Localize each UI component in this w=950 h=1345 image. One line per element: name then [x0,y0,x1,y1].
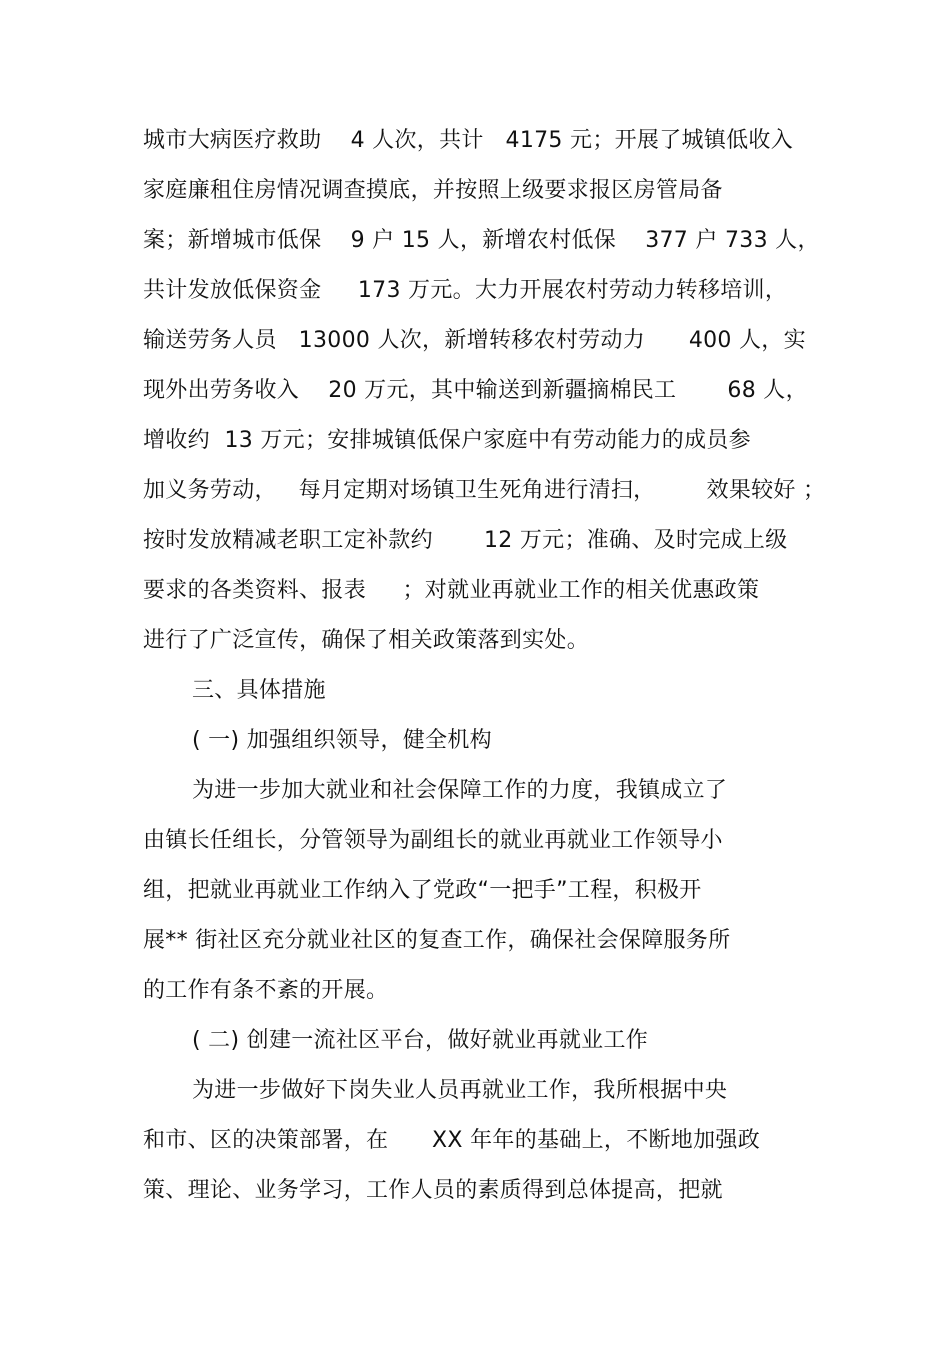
paragraph-line: 的工作有条不紊的开展。 [143,978,389,1003]
paragraph-line: 展** 街社区充分就业社区的复查工作，确保社会保障服务所 [143,928,731,953]
paragraph-line: 共计发放低保资金 173 万元。大力开展农村劳动力转移培训， [143,278,788,303]
paragraph-line: 和市、区的决策部署，在 XX 年年的基础上，不断地加强政 [143,1128,760,1153]
section-heading: 三、具体措施 [192,678,326,703]
paragraph-line: 现外出劳务收入 20 万元，其中输送到新疆摘棉民工 68 人， [143,378,808,403]
paragraph-line: 由镇长任组长，分管领导为副组长的就业再就业工作领导小 [143,828,723,853]
paragraph-line: 为进一步做好下岗失业人员再就业工作，我所根据中央 [192,1078,728,1103]
paragraph-line: 城市大病医疗救助 4 人次，共计 4175 元；开展了城镇低收入 [143,128,794,153]
paragraph-line: 为进一步加大就业和社会保障工作的力度，我镇成立了 [192,778,728,803]
paragraph-line: 进行了广泛宣传，确保了相关政策落到实处。 [143,628,590,653]
paragraph-line: 按时发放精减老职工定补款约 12 万元；准确、及时完成上级 [143,528,788,553]
subsection-heading: ( 一) 加强组织领导，健全机构 [192,728,492,753]
paragraph-line: 加义务劳动， 每月定期对场镇卫生死角进行清扫， 效果较好 ； [143,478,826,503]
paragraph-line: 增收约 13 万元；安排城镇低保户家庭中有劳动能力的成员参 [143,428,751,453]
paragraph-line: 家庭廉租住房情况调查摸底，并按照上级要求报区房管局备 [143,178,723,203]
paragraph-line: 要求的各类资料、报表 ；对就业再就业工作的相关优惠政策 [143,578,760,603]
paragraph-line: 策、理论、业务学习，工作人员的素质得到总体提高，把就 [143,1178,723,1203]
subsection-heading: ( 二) 创建一流社区平台，做好就业再就业工作 [192,1028,649,1053]
paragraph-line: 输送劳务人员 13000 人次，新增转移农村劳动力 400 人，实 [143,328,806,353]
paragraph-line: 案；新增城市低保 9 户 15 人，新增农村低保 377 户 733 人， [143,228,820,253]
paragraph-line: 组，把就业再就业工作纳入了党政“一把手”工程，积极开 [143,878,702,903]
